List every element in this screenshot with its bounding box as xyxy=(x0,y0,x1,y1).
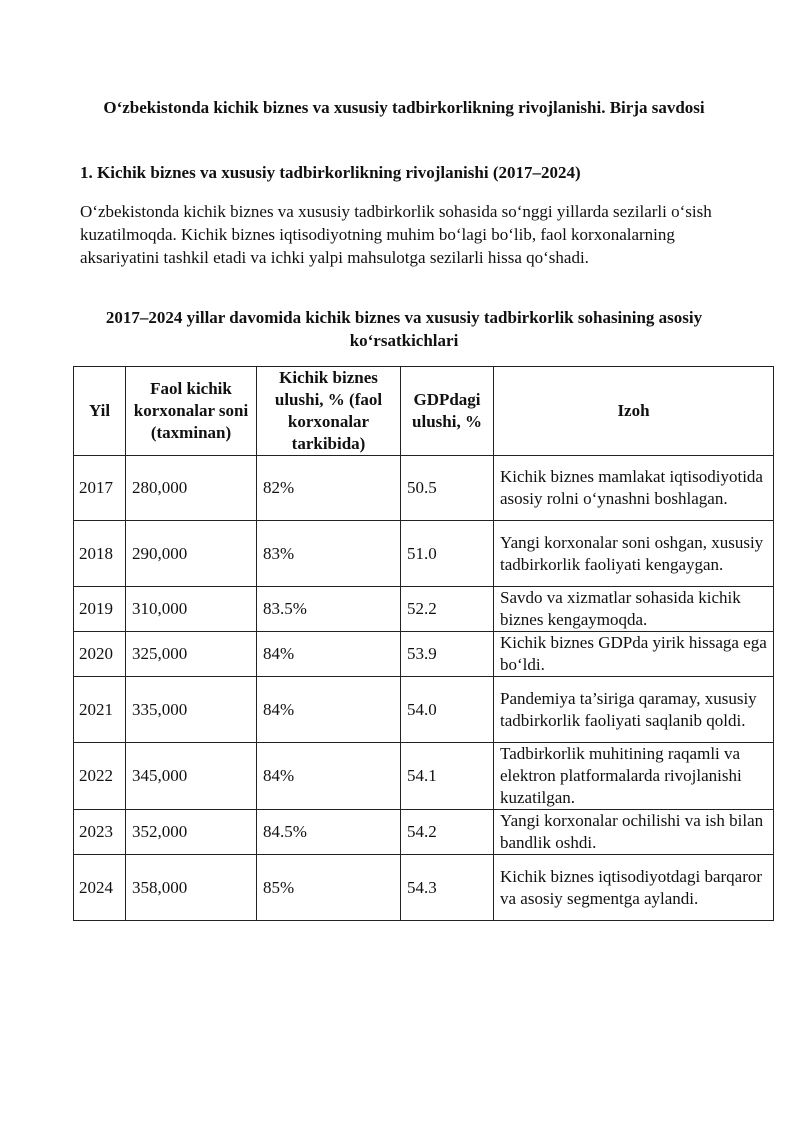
cell-enterprises: 358,000 xyxy=(126,855,257,921)
document-title: O‘zbekistonda kichik biznes va xususiy tadbirkorlikning rivojlanishi. Birja savdosi xyxy=(103,98,705,117)
table-row xyxy=(74,456,774,521)
cell-gdp: 50.5 xyxy=(401,456,494,521)
header-year: Yil xyxy=(74,367,126,456)
cell-year: 2022 xyxy=(74,743,126,810)
cell-share: 83.5% xyxy=(257,587,401,632)
cell-enterprises: 280,000 xyxy=(126,456,257,521)
cell-note: Yangi korxonalar ochilishi va ish bilan bandlik oshdi. xyxy=(494,810,774,855)
header-active-enterprises: Faol kichik korxonalar soni (taxminan) xyxy=(126,367,257,456)
cell-note: Kichik biznes iqtisodiyotdagi barqaror va asosiy segmentga aylandi. xyxy=(494,855,774,921)
cell-enterprises: 345,000 xyxy=(126,743,257,810)
indicators-table xyxy=(73,366,774,921)
cell-year: 2019 xyxy=(74,587,126,632)
cell-note: Tadbirkorlik muhitining raqamli va elektron platformalarda rivojlanishi kuzatilgan. xyxy=(494,743,774,810)
table-row xyxy=(74,521,774,587)
cell-year: 2024 xyxy=(74,855,126,921)
cell-share: 85% xyxy=(257,855,401,921)
cell-note: Pandemiya ta’siriga qaramay, xususiy tadbirkorlik faoliyati saqlanib qoldi. xyxy=(494,677,774,743)
cell-enterprises: 335,000 xyxy=(126,677,257,743)
cell-share: 83% xyxy=(257,521,401,587)
cell-gdp: 54.2 xyxy=(401,810,494,855)
section-heading: 1. Kichik biznes va xususiy tadbirkorlikning rivojlanishi (2017–2024) xyxy=(80,163,581,182)
cell-note: Kichik biznes GDPda yirik hissaga ega bo‘ldi. xyxy=(494,632,774,677)
table-header-row xyxy=(74,367,774,456)
cell-note: Kichik biznes mamlakat iqtisodiyotida asosiy rolni o‘ynashni boshlagan. xyxy=(494,456,774,521)
cell-year: 2023 xyxy=(74,810,126,855)
table-row xyxy=(74,810,774,855)
cell-note: Savdo va xizmatlar sohasida kichik biznes kengaymoqda. xyxy=(494,587,774,632)
cell-gdp: 52.2 xyxy=(401,587,494,632)
table-row xyxy=(74,677,774,743)
table-row xyxy=(74,743,774,810)
cell-share: 84% xyxy=(257,743,401,810)
cell-enterprises: 290,000 xyxy=(126,521,257,587)
cell-share: 84% xyxy=(257,632,401,677)
intro-paragraph: O‘zbekistonda kichik biznes va xususiy tadbirkorlik sohasida so‘nggi yillarda sezilarli o‘sish kuzatilmoqda. Kichik biznes iqtisodiyotning muhim bo‘lagi bo‘lib, faol korxonalarning aksariyatini tashkil etadi va ichki yalpi mahsulotga sezilarli hissa qo‘shadi. xyxy=(80,202,712,267)
header-gdp-share: GDPdagi ulushi, % xyxy=(401,367,494,456)
cell-year: 2018 xyxy=(74,521,126,587)
cell-note: Yangi korxonalar soni oshgan, xususiy tadbirkorlik faoliyati kengaygan. xyxy=(494,521,774,587)
table-row xyxy=(74,632,774,677)
cell-share: 84.5% xyxy=(257,810,401,855)
table-row xyxy=(74,587,774,632)
header-small-business-share: Kichik biznes ulushi, % (faol korxonalar tarkibida) xyxy=(257,367,401,456)
cell-enterprises: 325,000 xyxy=(126,632,257,677)
cell-share: 84% xyxy=(257,677,401,743)
cell-year: 2021 xyxy=(74,677,126,743)
cell-gdp: 54.3 xyxy=(401,855,494,921)
header-note: Izoh xyxy=(494,367,774,456)
table-row xyxy=(74,855,774,921)
cell-enterprises: 352,000 xyxy=(126,810,257,855)
cell-gdp: 51.0 xyxy=(401,521,494,587)
cell-gdp: 54.1 xyxy=(401,743,494,810)
cell-enterprises: 310,000 xyxy=(126,587,257,632)
cell-gdp: 54.0 xyxy=(401,677,494,743)
cell-share: 82% xyxy=(257,456,401,521)
cell-year: 2020 xyxy=(74,632,126,677)
cell-gdp: 53.9 xyxy=(401,632,494,677)
cell-year: 2017 xyxy=(74,456,126,521)
table-title: 2017–2024 yillar davomida kichik biznes va xususiy tadbirkorlik sohasining asosiy ko‘rsatkichlari xyxy=(105,308,703,350)
